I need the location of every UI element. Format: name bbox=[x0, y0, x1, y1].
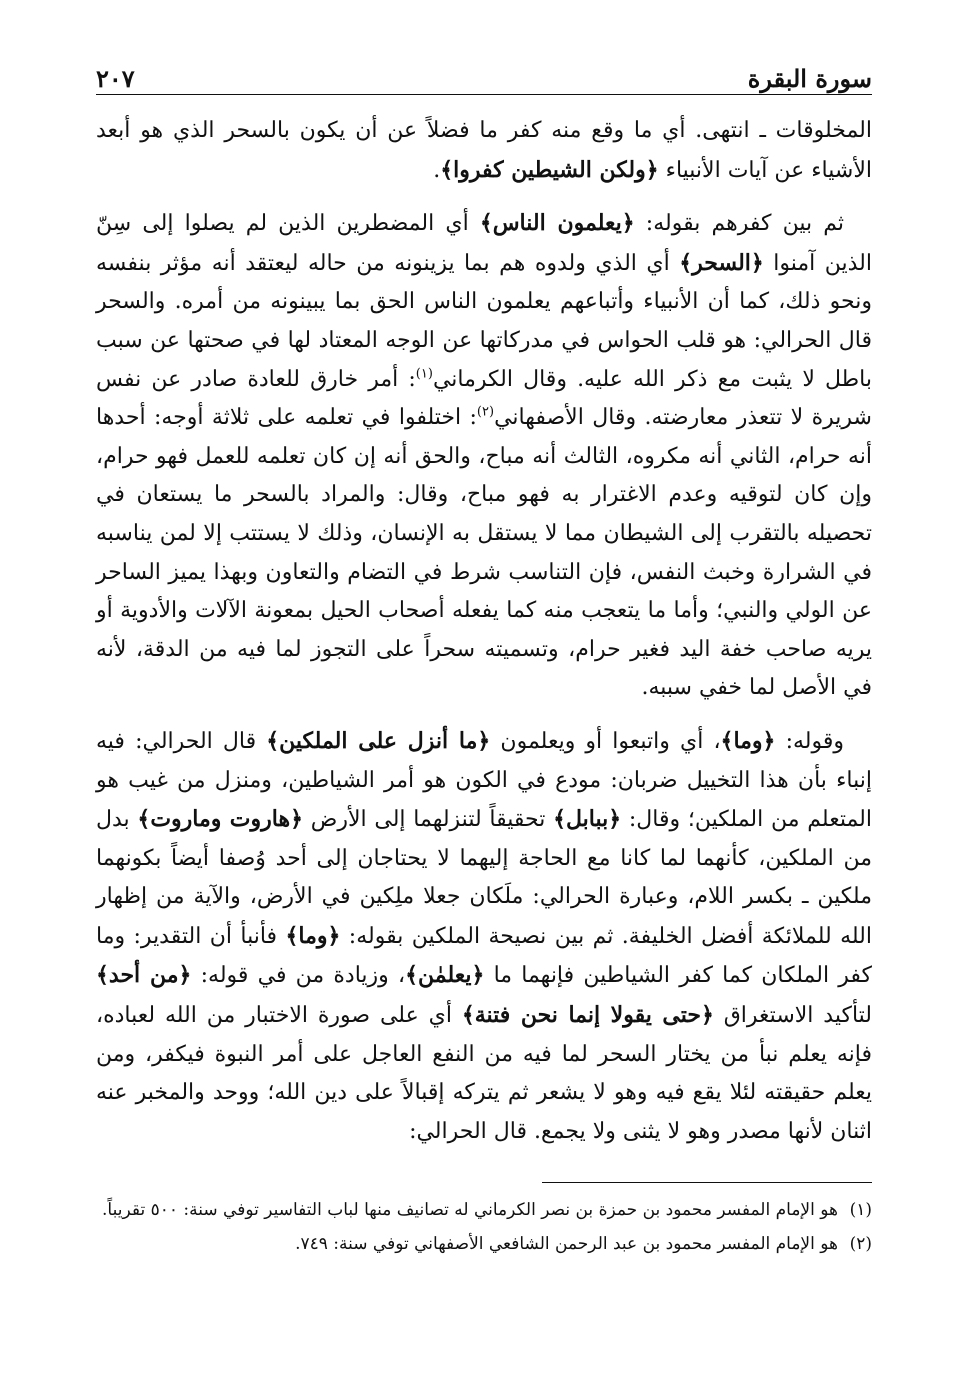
quran-quote: ﴿وما﴾ bbox=[285, 922, 341, 949]
footnote-text: هو الإمام المفسر محمود بن عبد الرحمن الشافعي الأصفهاني توفي سنة: ٧٤٩. bbox=[295, 1234, 838, 1254]
text-run: ثم بين كفرهم بقوله: bbox=[634, 211, 844, 237]
quran-quote: ﴿ما أنزل على الملكين﴾ bbox=[266, 727, 491, 754]
footnote-text: هو الإمام المفسر محمود بن حمزة بن نصر الكرماني له تصانيف منها لباب التفاسير توفي سنة: ٥٠٠ تقريباً. bbox=[102, 1200, 838, 1220]
footnote-divider bbox=[542, 1182, 872, 1183]
text-run: أي المضطرين الذين لم يصلوا إلى سِنّ الذين آمنوا bbox=[96, 211, 872, 276]
text-run: أي الذي ولدوه هم بما يزينونه من حاله ليعتقد أنه مؤثر بنفسه ونحو ذلك، كما أن الأنبياء وأتباعهم يعلمون الناس الحق بما يبينونه من أمره. والسحر قال الحرالي: هو قلب الحواس في مدركاتها عن الوجه المعتاد لها في صحتها عن سبب باطل لا يثبت مع ذكر الله عليه. وقال الكرماني bbox=[96, 250, 872, 392]
quran-quote: ﴿ولكن الشيطين كفروا﴾ bbox=[440, 156, 659, 183]
text-run: المخلوقات ـ انتهى. أي ما وقع منه كفر ما فضلاً عن أن يكون بالسحر الذي هو أبعد الأشياء عن آيات الأنبياء bbox=[96, 118, 872, 183]
quran-quote: ﴿يعلمون الناس﴾ bbox=[479, 210, 635, 237]
quran-quote: ﴿من أحد﴾ bbox=[96, 962, 192, 989]
text-run: أي على صورة الاختبار من الله لعباده، فإنه يعلم نبأ من يختار السحر لما فيه من النفع العاجل على أمر النبوة فيكفر، ومن يعلم حقيقته لئلا يقع فيه وهو لا يشعر ثم يتركه إقبالاً على دين الله؛ ووحد والمخبر عنه اثنان لأنها مصدر وهو لا يثنى ولا يجمع. قال الحرالي: bbox=[96, 1003, 872, 1144]
footnotes bbox=[96, 1196, 872, 1264]
footnote-ref-2[interactable]: (٢) bbox=[476, 404, 495, 420]
quran-quote: ﴿حتى يقولا إنما نحن فتنة﴾ bbox=[461, 1002, 714, 1029]
quran-quote: ﴿هاروت وماروت﴾ bbox=[137, 806, 303, 833]
text-run: قال الحرالي: فيه إنباء بأن هذا التخييل ضربان: مودع في الكون هو أمر الشياطين، ومنزل من غيب هو المتعلم من الملكين؛ وقال: bbox=[96, 728, 872, 833]
text-run: وقوله: bbox=[775, 728, 844, 754]
main-text bbox=[96, 112, 872, 1151]
text-run: بدل من الملكين، كأنهما لما كانا مع الحاجة إليهما لا يحتاجان إلى أحد وُصفا أيضاً بكونهما ملكين ـ بكسر اللام، وعبارة الحرالي: ملَكان جعلا ملِكين في الأرض، والآية من إظهار الله للملائكة أفضل الخليفة. ثم بين نصيحة الملكين بقوله: bbox=[96, 807, 873, 949]
paragraph-3 bbox=[96, 722, 872, 1152]
footnote-number: (٢) bbox=[849, 1234, 872, 1254]
text-run: : اختلفوا في تعلمه على ثلاثة أوجه: أحدها أنه حرام، الثاني أنه مكروه، الثالث أنه مباح، والحق أنه إن كان تعلمه للعمل فهو حرام، وإن كان لتوقيه وعدم الاغترار به فهو مباح، وقال: والمراد بالسحر ما يستعان في تحصيله بالتقرب إلى الشيطان مما لا يستقل به الإنسان، وذلك لا يستتب إلا لمن يناسبه في الشرارة وخبث النفس، فإن التناسب شرط في التضام والتعاون وبهذا يميز الساحر عن الولي والنبي؛ وأما ما يتعجب منه كما يفعله أصحاب الحيل بمعونة الآلات والأدوية أو يريه صاحب خفة اليد فغير حرام، وتسميته سحراً على التجوز لما فيه من الدقة، لأنه في الأصل لما خفي سببه. bbox=[96, 405, 872, 701]
text-run: : أمر خارق للعادة صادر عن نفس شريرة لا تتعذر معارضته. وقال الأصفهاني bbox=[96, 366, 872, 431]
quran-quote: ﴿يعلمٰن﴾ bbox=[405, 962, 485, 989]
text-run: ، وزيادة من في قوله: bbox=[191, 963, 406, 989]
footnote-2 bbox=[96, 1230, 872, 1258]
footnote-number: (١) bbox=[849, 1200, 872, 1220]
quran-quote: ﴿وما﴾ bbox=[720, 727, 776, 754]
text-run: تحقيقاً لتنزلهما إلى الأرض bbox=[302, 807, 554, 833]
running-header bbox=[96, 64, 872, 95]
quran-quote: ﴿ببابل﴾ bbox=[553, 806, 622, 833]
page-number: ٢٠٧ bbox=[96, 64, 135, 93]
text-run: لتأكيد الاستغراق bbox=[713, 1003, 872, 1029]
surah-title: سورة البقرة bbox=[747, 64, 872, 93]
paragraph-1 bbox=[96, 112, 872, 190]
quran-quote: ﴿السحر﴾ bbox=[679, 249, 764, 276]
text-run: فأنبأ أن التقدير: وما كفر الملكان كما كفر الشياطين فإنهما ما bbox=[96, 923, 873, 989]
footnote-ref-1[interactable]: (١) bbox=[415, 366, 433, 382]
paragraph-2 bbox=[96, 204, 872, 708]
text-run: . bbox=[433, 157, 441, 183]
footnote-1 bbox=[96, 1196, 872, 1224]
text-run: ، أي واتبعوا أو ويعلمون bbox=[490, 728, 721, 754]
